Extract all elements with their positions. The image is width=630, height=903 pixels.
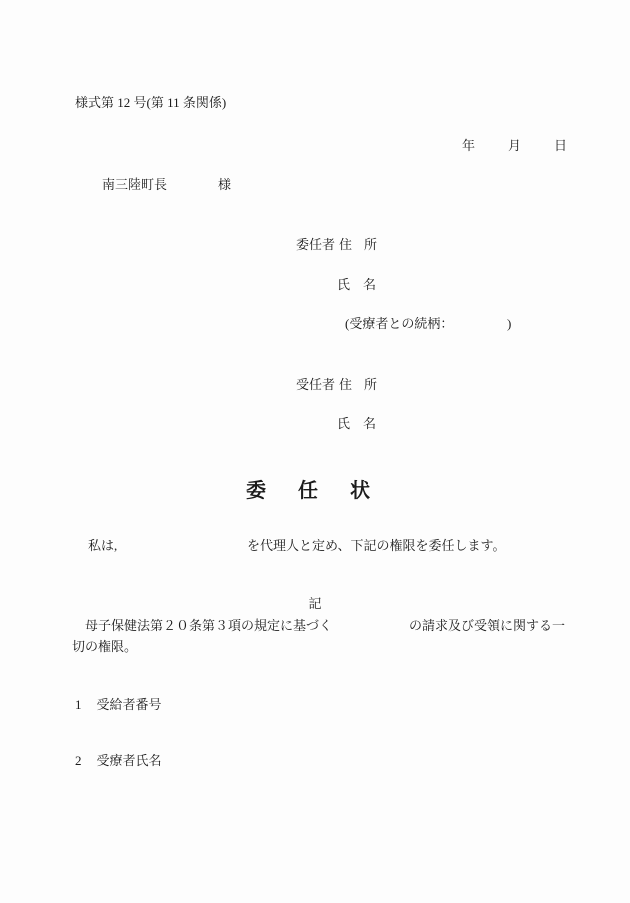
date-year-label: 年 [462,138,476,153]
delegator-address-label-2: 所 [364,237,378,252]
delegate-address-label-1: 住 [339,377,353,392]
declaration-prefix: 私は, [88,538,118,553]
date-line [462,139,567,152]
addressee-honorific: 様 [218,177,232,192]
delegate-address-label-2: 所 [364,377,378,392]
spacer [82,698,97,699]
item-label: 受給者番号 [96,697,162,712]
delegate-name-row [337,417,376,430]
date-month-label: 月 [508,138,522,153]
relationship-label: (受療者との続柄： [345,316,454,331]
delegator-name-row [337,278,376,291]
spacer [350,417,363,418]
list-item [75,754,162,767]
spacer [82,754,97,755]
relationship-close-paren: ) [507,316,512,331]
delegator-address-row [296,238,377,251]
authority-clause-line1-after-blank: の請求及び受領に関する一 [409,618,566,633]
page-title: 委任状 [246,480,402,502]
spacer [352,238,364,239]
declaration-suffix: を代理人と定め、下記の権限を委任します。 [247,538,506,553]
spacer [352,378,364,379]
addressee-title: 南三陸町長 [102,177,168,192]
item-number: 1 [75,697,82,712]
spacer [350,278,363,279]
item-number: 2 [75,753,82,768]
authority-clause-line1-before-blank: 母子保健法第２０条第３項の規定に基づく [85,618,333,633]
delegator-name-label-2: 名 [363,277,377,292]
delegate-role-label: 受任者 [296,377,336,392]
record-marker: 記 [308,596,322,611]
list-item [75,698,162,711]
date-day-label: 日 [554,138,568,153]
delegator-name-label-1: 氏 [337,277,351,292]
delegate-address-row [296,378,377,391]
delegator-address-label-1: 住 [339,237,353,252]
delegator-role-label: 委任者 [296,237,336,252]
authority-clause-line2: 切の権限。 [72,639,138,654]
form-number: 様式第 12 号(第 11 条関係) [75,95,227,110]
delegate-name-label-1: 氏 [337,416,351,431]
item-label: 受療者氏名 [96,753,162,768]
delegate-name-label-2: 名 [363,416,377,431]
